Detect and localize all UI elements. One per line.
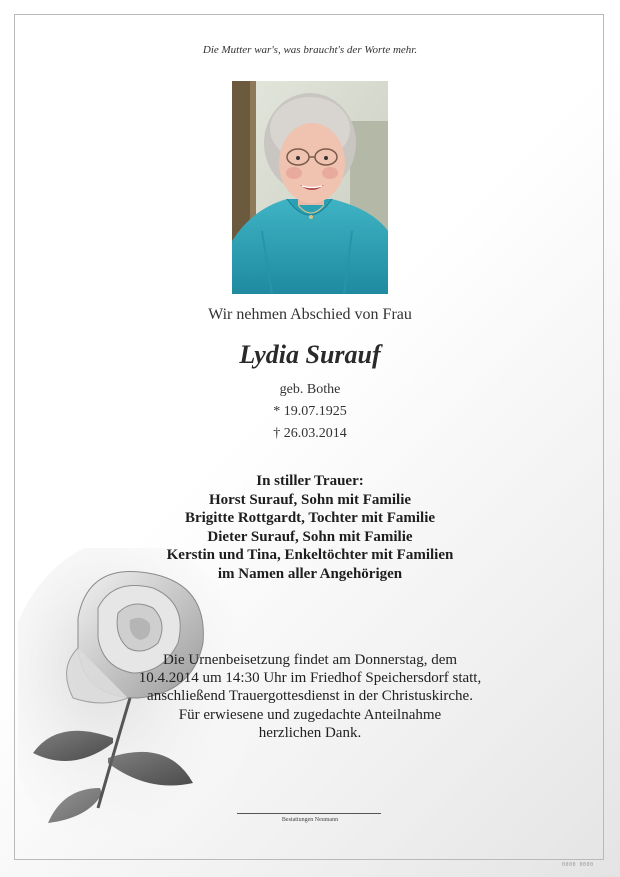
- mourner-line: Brigitte Rottgardt, Tochter mit Familie: [184, 510, 436, 526]
- notice-line: anschließend Trauergottesdienst in der Christuskirche.: [147, 688, 473, 705]
- portrait-photo: [232, 81, 388, 294]
- portrait-illustration: [232, 81, 388, 294]
- maiden-name: geb. Bothe: [279, 382, 341, 397]
- deceased-name: Lydia Surauf: [239, 340, 381, 369]
- notice-line: 10.4.2014 um 14:30 Uhr im Friedhof Speichersdorf statt,: [138, 670, 482, 687]
- notice-line: herzlichen Dank.: [258, 724, 362, 741]
- notice-line: Für erwiesene und zugedachte Anteilnahme: [178, 706, 442, 723]
- mourners-block: [0, 472, 620, 583]
- mourner-line: im Namen aller Angehörigen: [217, 565, 403, 582]
- intro-text: Wir nehmen Abschied von Frau: [208, 306, 412, 323]
- mourner-line: Kerstin und Tina, Enkeltöchter mit Familien: [166, 547, 454, 563]
- undertaker-name: Bestattungen Neumann: [281, 817, 339, 823]
- motto: Die Mutter war's, was braucht's der Worte mehr.: [202, 44, 418, 56]
- mourner-line: Dieter Surauf, Sohn mit Familie: [207, 528, 413, 545]
- mourners-heading: In stiller Trauer:: [256, 473, 364, 489]
- birth-date: * 19.07.1925: [273, 404, 347, 419]
- death-date: † 26.03.2014: [273, 426, 347, 441]
- signature-rule: [237, 813, 381, 814]
- notice-line: Die Urnenbeisetzung findet am Donnerstag, dem: [162, 652, 458, 668]
- print-code: 0000 0000: [562, 862, 594, 868]
- mourner-line: Horst Surauf, Sohn mit Familie: [208, 491, 412, 508]
- funeral-notice: [0, 651, 620, 742]
